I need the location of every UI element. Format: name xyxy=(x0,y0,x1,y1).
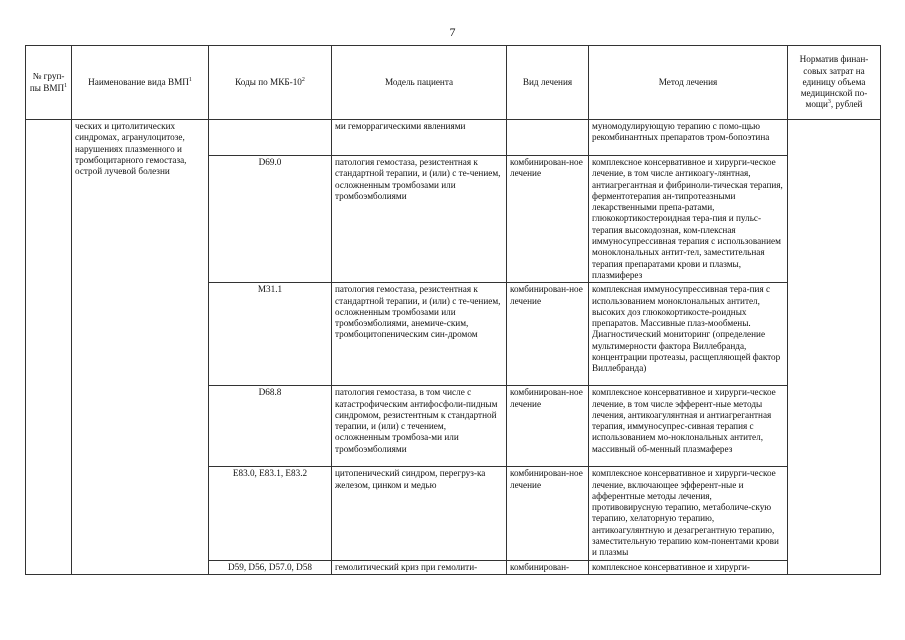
treatment-method-cell: комплексная иммуносупрессивная тера-пия с использованием моноклональных антител, высоких доз глюкокортикосте-роидных препаратов. Массивные плаз-мообмены. Диагностический мониторинг (определение мультимерности фактора Виллебранда, концентрации протеазы, расщепляющей фактор Виллебранда) xyxy=(589,283,788,386)
header-row xyxy=(26,46,881,120)
treatment-type-cell: комбинирован-ное лечение xyxy=(507,467,589,560)
group-no-cell xyxy=(26,120,72,575)
treatment-type-cell: комбинирован-ное лечение xyxy=(507,283,589,386)
header-norm-cost: Норматив финан-совых затрат на единицу объема медицинской по-мощи$^3$, рублей xyxy=(788,46,881,120)
header-group-no: № груп-пы ВМП$^1$ xyxy=(26,46,72,120)
header-treatment-method: Метод лечения xyxy=(589,46,788,120)
vmp-name-cell: ческих и цитолитических синдромах, агранулоцитозе, нарушениях плазменного и тромбоцитарного гемостаза, острой лучевой болезни xyxy=(72,120,209,575)
header-patient-model: Модель пациента xyxy=(332,46,507,120)
patient-model-cell: патология гемостаза, в том числе с катастрофическим антифосфоли-пидным синдромом, резистентным к стандартной терапии, и (или) с течением, осложненным тромбоза-ми или тромбоэмболиями xyxy=(332,386,507,467)
patient-model-cell: ми геморрагическими явлениями xyxy=(332,120,507,156)
table-row xyxy=(26,120,881,156)
norm-cost-cell xyxy=(788,120,881,575)
treatment-method-cell: комплексное консервативное и хирурги- xyxy=(589,560,788,574)
treatment-type-cell: комбинирован-ное лечение xyxy=(507,386,589,467)
page-number: 7 xyxy=(449,25,456,39)
treatment-method-cell: комплексное консервативное и хирурги-ческое лечение, включающее эфферент-ные и афферентные методы лечения, противовирусную терапию, метаболиче-скую терапию, хелаторную терапию, антикоагулянтную и дезагрегантную терапию, заместительную терапию ком-понентами крови и плазмы xyxy=(589,467,788,560)
treatment-method-cell: комплексное консервативное и хирурги-ческое лечение, в том числе эфферент-ные методы лечения, антикоагулянтная и антиагрегантная терапия, иммуносупрес-сивная терапия с использованием мо-ноклональных антител, массивный об-менный плазмаферез xyxy=(589,386,788,467)
treatment-type-cell: комбинирован-ное лечение xyxy=(507,156,589,283)
patient-model-cell: цитопенический синдром, перегруз-ка железом, цинком и медью xyxy=(332,467,507,560)
patient-model-cell: патология гемостаза, резистентная к стандартной терапии, и (или) с те-чением, осложненным тромбозами или тромбоэмболиями, анемиче-ским, тромбоцитопеническим син-дромом xyxy=(332,283,507,386)
header-treatment-type: Вид лечения xyxy=(507,46,589,120)
icd-code-cell: M31.1 xyxy=(209,283,332,386)
treatment-method-cell: комплексное консервативное и хирурги-ческое лечение, в том числе антикоагу-лянтная, антиагрегантная и фибриноли-тическая терапия, ферментотерапия ан-типротеазными лекарственными препа-ратами, глюкокортикостероидная тера-пия и пульс-терапия высокодозная, ком-плексная иммуносупрессивная терапия с использованием моноклональных антит-тел, заместительная терапия препаратами крови и плазмы, плазмиферез xyxy=(589,156,788,283)
treatment-type-cell: комбинирован- xyxy=(507,560,589,574)
header-vmp-name: Наименование вида ВМП$^1$ xyxy=(72,46,209,120)
icd-code-cell: E83.0, E83.1, E83.2 xyxy=(209,467,332,560)
patient-model-cell: патология гемостаза, резистентная к стандартной терапии, и (или) с те-чением, осложненным тромбозами или тромбоэмболиями xyxy=(332,156,507,283)
vmp-table xyxy=(25,45,881,575)
icd-code-cell: D69.0 xyxy=(209,156,332,283)
treatment-type-cell xyxy=(507,120,589,156)
icd-code-cell: D59, D56, D57.0, D58 xyxy=(209,560,332,574)
treatment-method-cell: муномодулирующую терапию с помо-щью рекомбинантных препаратов тром-бопоэтина xyxy=(589,120,788,156)
header-icd-codes: Коды по МКБ-$10^2$ xyxy=(209,46,332,120)
icd-code-cell: D68.8 xyxy=(209,386,332,467)
icd-code-cell xyxy=(209,120,332,156)
patient-model-cell: гемолитический криз при гемолити- xyxy=(332,560,507,574)
